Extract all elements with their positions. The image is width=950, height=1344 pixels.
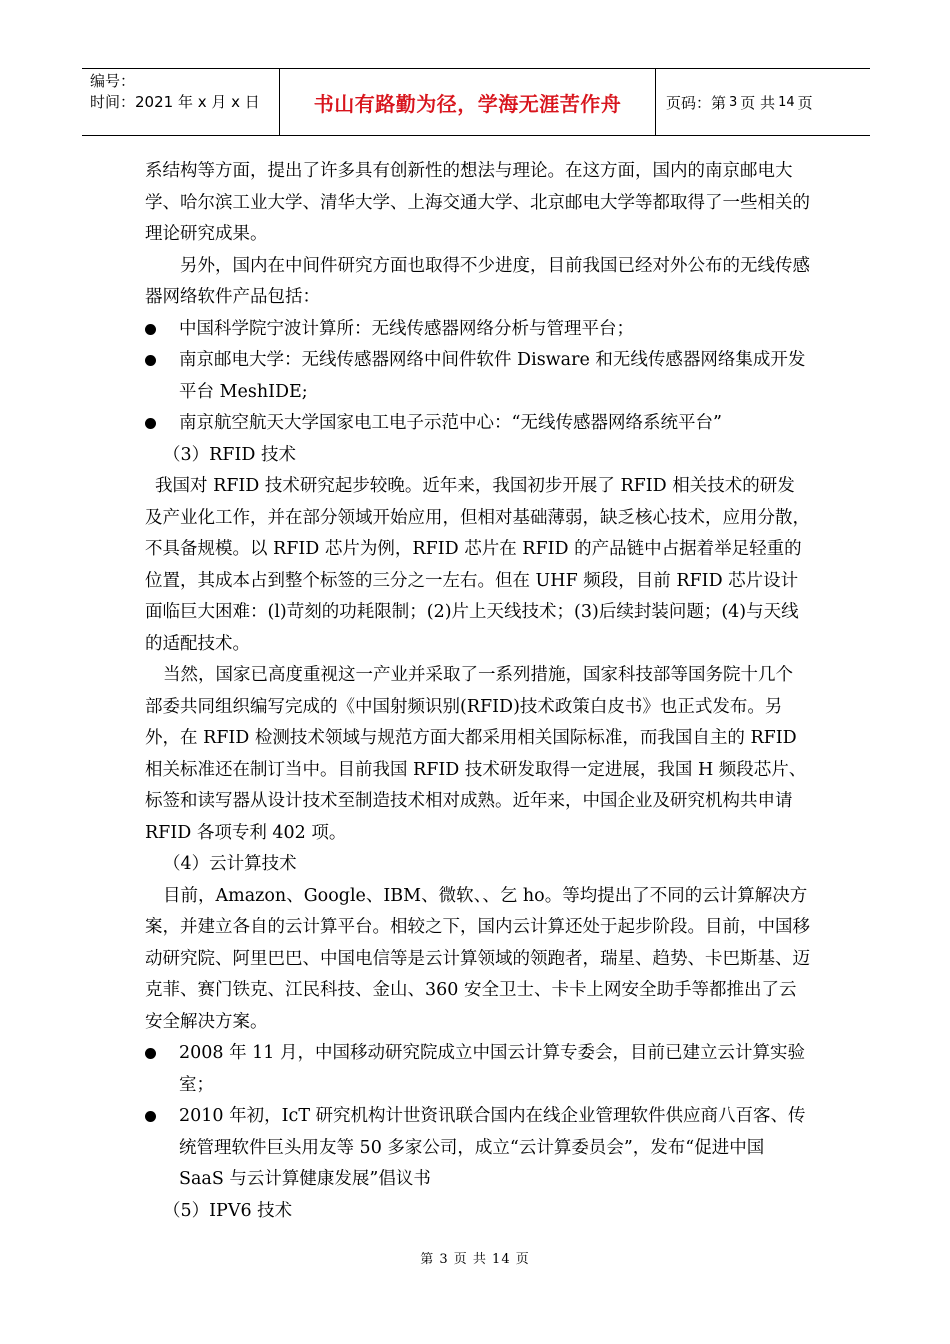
time-line (90, 92, 279, 113)
paragraph: 目前，Amazon、Google、IBM、微软、、乞 ho。等均提出了不同的云计算解决方案，并建立各自的云计算平台。相较之下，国内云计算还处于起步阶段。目前，中国移动研究院、阿里巴巴、中国电信等是云计算领域的领跑者，瑞星、趋势、卡巴斯基、迈克菲、赛门铁克、江民科技、金山、360 安全卫士、卡卡上网安全助手等都推出了云安全解决方案。 (145, 885, 810, 1032)
time-value: 2021 年 x 月 x 日 (135, 93, 260, 111)
document-body (145, 156, 810, 1227)
list-item (145, 345, 810, 408)
page-label: 页码：第 (666, 93, 727, 112)
section-heading: （4）云计算技术 (163, 854, 297, 874)
list-item (145, 1101, 810, 1196)
list-item-text: 南京航空航天大学国家电工电子示范中心：“无线传感器网络系统平台” (179, 413, 722, 433)
page-current: 3 (729, 94, 738, 110)
bullet-icon (145, 355, 156, 366)
header-meta-cell (82, 69, 280, 135)
list-item (145, 314, 810, 346)
bullet-icon (145, 1111, 156, 1122)
bullet-icon (145, 418, 156, 429)
paragraph: 系结构等方面，提出了许多具有创新性的想法与理论。在这方面，国内的南京邮电大学、哈尔滨工业大学、清华大学、上海交通大学、北京邮电大学等都取得了一些相关的理论研究成果。 (145, 161, 810, 244)
paragraph: 当然，国家已高度重视这一产业并采取了一系列措施，国家科技部等国务院十几个部委共同组织编写完成的《中国射频识别(RFID)技术政策白皮书》也正式发布。另外，在 RFID 检测技术领域与规范方面大都采用相关国际标准，而我国自主的 RFID 相关标准还在制订当中。目前我国 RFID 技术研发取得一定进展，我国 H 频段芯片、标签和读写器从设计技术至制造技术相对成熟。近年来，中国企业及研究机构共申请 RFID 各项专利 402 项。 (145, 665, 807, 843)
number-label: 编号： (90, 72, 136, 90)
time-label: 时间： (90, 93, 136, 111)
page-total: 14 (778, 94, 795, 110)
header-motto: 书山有路勤为径，学海无涯苦作舟 (280, 69, 656, 135)
page-end: 页 (797, 93, 813, 112)
list-item-text: 2010 年初，IcT 研究机构计世资讯联合国内在线企业管理软件供应商八百客、传统管理软件巨头用友等 50 多家公司，成立“云计算委员会”，发布“促进中国 SaaS 与云计算健康发展”倡议书 (179, 1106, 806, 1189)
page-header (82, 68, 870, 136)
page-footer: 第 3 页 共 14 页 (420, 1252, 530, 1267)
section-heading: （3）RFID 技术 (163, 444, 296, 465)
header-page-info (656, 69, 870, 135)
list-item (145, 1038, 810, 1101)
list-item-text: 南京邮电大学：无线传感器网络中间件软件 Disware 和无线传感器网络集成开发平台 MeshIDE; (179, 350, 806, 402)
bullet-icon (145, 1048, 156, 1059)
list-item (145, 408, 810, 440)
paragraph: 我国对 RFID 技术研究起步较晚。近年来，我国初步开展了 RFID 相关技术的研发及产业化工作，并在部分领域开始应用，但相对基础薄弱，缺乏核心技术，应用分散，不具备规模。以 RFID 芯片为例，RFID 芯片在 RFID 的产品链中占据着举足轻重的位置，其成本占到整个标签的三分之一左右。但在 UHF 频段，目前 RFID 芯片设计面临巨大困难：(l)苛刻的功耗限制；(2)片上天线技术；(3)后续封装问题；(4)与天线的适配技术。 (145, 476, 810, 654)
list-item-text: 2008 年 11 月，中国移动研究院成立中国云计算专委会，目前已建立云计算实验室； (179, 1043, 805, 1095)
bullet-icon (145, 324, 156, 335)
paragraph: 另外，国内在中间件研究方面也取得不少进度，目前我国已经对外公布的无线传感器网络软件产品包括： (145, 255, 810, 307)
list-item-text: 中国科学院宁波计算所：无线传感器网络分析与管理平台； (179, 318, 634, 339)
section-heading: （5）IPV6 技术 (163, 1200, 293, 1221)
page-mid: 页 共 (740, 93, 776, 112)
